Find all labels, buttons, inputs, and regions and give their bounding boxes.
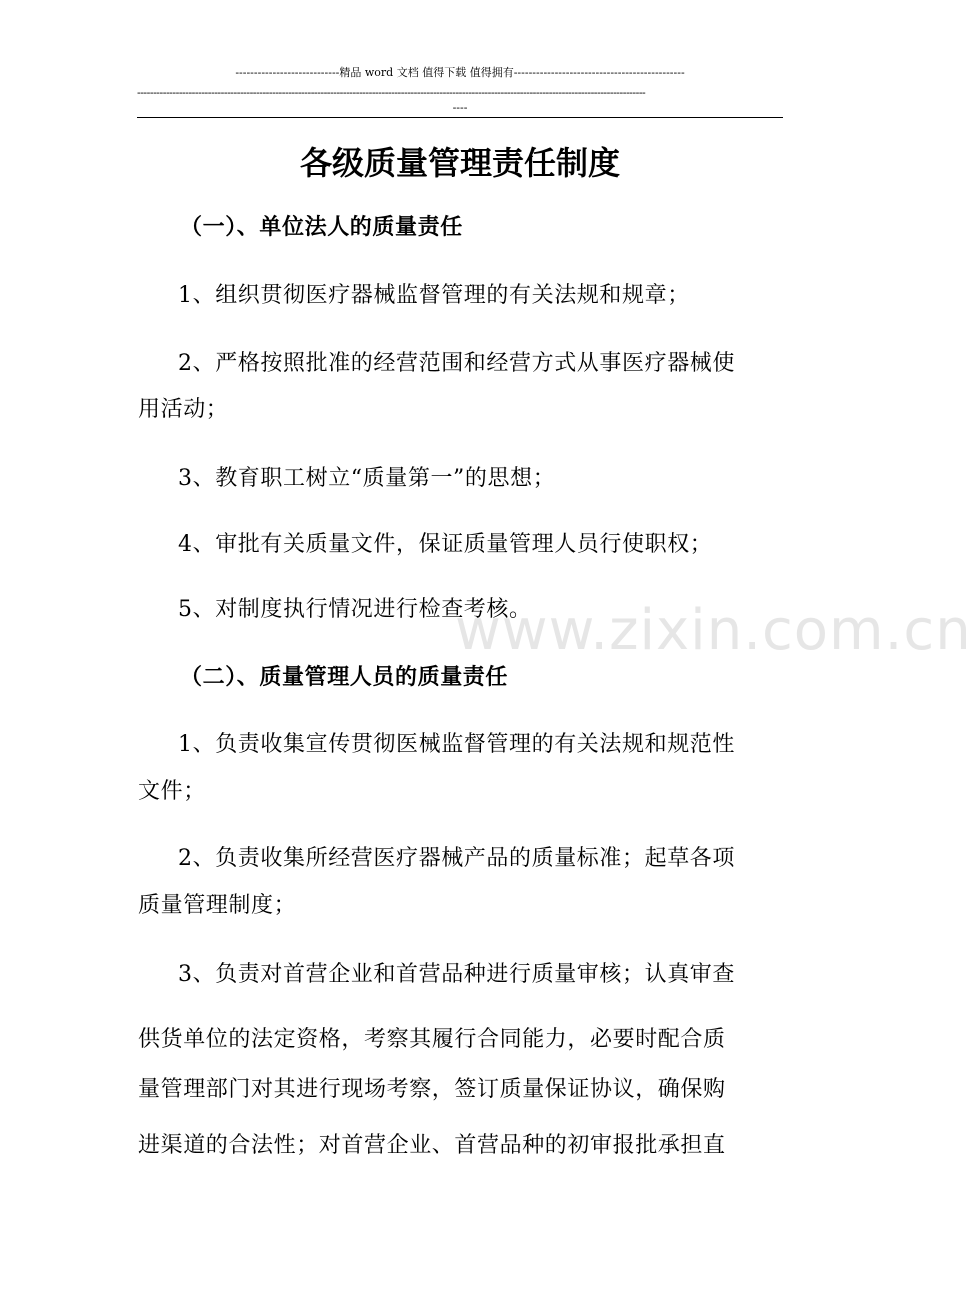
list-item-continuation: 进渠道的合法性；对首营企业、首营品种的初审报批承担直 xyxy=(138,1133,726,1158)
list-item: 1、组织贯彻医疗器械监督管理的有关法规和规章； xyxy=(178,283,690,308)
list-item: 4、审批有关质量文件，保证质量管理人员行使职权； xyxy=(178,532,713,557)
list-item: 2、严格按照批准的经营范围和经营方式从事医疗器械使 xyxy=(178,351,735,376)
list-item-continuation: 供货单位的法定资格，考察其履行合同能力，必要时配合质 xyxy=(138,1027,726,1052)
watermark: www.zixin.com.cn xyxy=(455,598,972,663)
list-item-continuation: 质量管理制度； xyxy=(138,893,297,918)
list-item: 3、教育职工树立“质量第一”的思想； xyxy=(178,466,556,491)
list-item: 1、负责收集宣传贯彻医械监督管理的有关法规和规范性 xyxy=(178,732,735,757)
header-dashes: -------------------------------------------------------------------------------------------------------------------------------------------------------------- xyxy=(137,86,646,99)
header-dashes-tail: ---- xyxy=(452,101,468,114)
header-rule xyxy=(137,117,783,118)
section-heading: （一）、单位法人的质量责任 xyxy=(180,215,463,240)
list-item-continuation: 用活动； xyxy=(138,397,229,422)
list-item: 2、负责收集所经营医疗器械产品的质量标准；起草各项 xyxy=(178,846,735,871)
document-title: 各级质量管理责任制度 xyxy=(299,144,620,182)
list-item: 5、对制度执行情况进行检查考核。 xyxy=(178,597,532,622)
list-item-continuation: 文件； xyxy=(138,779,206,804)
section-heading: （二）、质量管理人员的质量责任 xyxy=(180,665,509,690)
header-banner: ----------------------------精品 word 文档 值得下载 值得拥有---------------------------------------------- xyxy=(235,66,685,79)
list-item: 3、负责对首营企业和首营品种进行质量审核；认真审查 xyxy=(178,962,735,987)
list-item-continuation: 量管理部门对其进行现场考察，签订质量保证协议，确保购 xyxy=(138,1077,726,1102)
